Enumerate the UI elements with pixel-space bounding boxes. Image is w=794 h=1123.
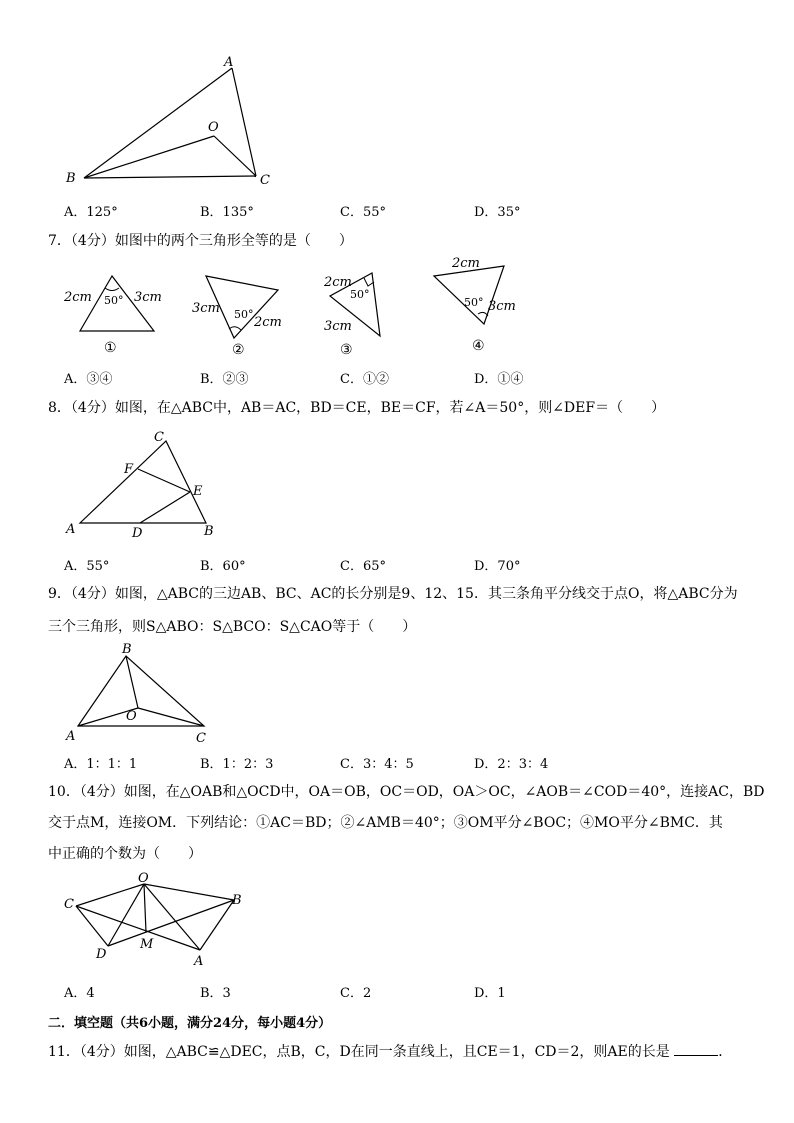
q8-label-e: E xyxy=(193,484,203,499)
q7-option-d[interactable]: D．①④ xyxy=(474,372,524,387)
q10-option-b[interactable]: B．3 xyxy=(200,986,231,1001)
t1-side-left: 2cm xyxy=(64,290,92,305)
q9-stem-line1: 9．（4分）如图，△ABC的三边AB、BC、AC的长分别是9、12、15．其三条角平分线交于点O，将△ABC分为 xyxy=(48,586,738,602)
q9-stem-line2: 三个三角形，则S△ABO：S△BCO：S△CAO等于（ ） xyxy=(48,619,417,635)
q10-figure xyxy=(60,868,280,978)
t3-angle: 50° xyxy=(350,288,370,301)
q10-label-b: B xyxy=(232,893,242,908)
t1-side-right: 3cm xyxy=(134,290,162,305)
section-2-heading: 二．填空题（共6小题，满分24分，每小题4分） xyxy=(48,1016,332,1031)
t3-number: ③ xyxy=(340,342,353,358)
q10-label-o: O xyxy=(138,871,149,886)
q7-triangle-2 xyxy=(190,270,300,360)
segment-oc xyxy=(214,136,256,176)
q10-stem-line3: 中正确的个数为（ ） xyxy=(48,846,202,862)
q8-option-c[interactable]: C．65° xyxy=(340,559,386,574)
q7-option-b[interactable]: B．②③ xyxy=(200,372,249,387)
t2-side-left: 3cm xyxy=(192,301,220,316)
q9-option-b[interactable]: B．1：2：3 xyxy=(200,757,274,772)
q11-stem xyxy=(48,1041,732,1062)
q11-stem-text: 11．（4分）如图，△ABC≌△DEC，点B，C，D在同一条直线上，且CE＝1，CD＝2，则AE的长是 xyxy=(48,1044,670,1060)
t4-angle: 50° xyxy=(464,296,484,309)
q8-label-a: A xyxy=(66,522,76,537)
label-a: A xyxy=(224,55,234,70)
q6-option-a[interactable]: A．125° xyxy=(64,205,118,220)
q8-option-b[interactable]: B．60° xyxy=(200,559,246,574)
q8-stem: 8．（4分）如图，在△ABC中，AB＝AC，BD＝CE，BE＝CF，若∠A＝50°，则∠DEF＝（ ） xyxy=(48,400,666,416)
segment-bc xyxy=(84,176,256,178)
q9-label-c: C xyxy=(196,731,206,746)
q8-option-d[interactable]: D．70° xyxy=(474,559,521,574)
t3-side-top: 2cm xyxy=(324,275,352,290)
t4-side-right: 3cm xyxy=(488,299,516,314)
q10-option-c[interactable]: C．2 xyxy=(340,986,372,1001)
label-b: B xyxy=(66,171,76,186)
q10-option-a[interactable]: A．4 xyxy=(64,986,95,1001)
q10-label-c: C xyxy=(64,897,74,912)
q6-option-c[interactable]: C．55° xyxy=(340,205,386,220)
q9-option-c[interactable]: C．3：4：5 xyxy=(340,757,414,772)
q8-figure xyxy=(60,425,230,545)
q7-triangle-4 xyxy=(430,254,540,354)
q8-label-c: C xyxy=(154,430,164,445)
label-c: C xyxy=(260,173,270,188)
q10-option-d[interactable]: D．1 xyxy=(474,986,506,1001)
q9-option-d[interactable]: D．2：3：4 xyxy=(474,757,549,772)
t2-side-right: 2cm xyxy=(254,315,282,330)
label-o: O xyxy=(208,120,219,135)
q6-option-d[interactable]: D．35° xyxy=(474,205,521,220)
q7-option-c[interactable]: C．①② xyxy=(340,372,389,387)
q7-option-a[interactable]: A．③④ xyxy=(64,372,113,387)
segment-ac xyxy=(232,68,256,176)
q10-stem-line1: 10．（4分）如图，在△OAB和△OCD中，OA＝OB，OC＝OD，OA＞OC，∠AOB＝∠COD＝40°，连接AC，BD xyxy=(48,784,765,800)
q10-stem-line2: 交于点M，连接OM．下列结论：①AC＝BD；②∠AMB＝40°；③OM平分∠BOC；④MO平分∠BMC．其 xyxy=(48,815,723,831)
q10-label-m: M xyxy=(140,937,154,952)
q7-stem: 7．（4分）如图中的两个三角形全等的是（ ） xyxy=(48,233,353,249)
q10-label-d: D xyxy=(96,947,107,962)
q7-triangle-3 xyxy=(318,268,428,358)
t4-side-top: 2cm xyxy=(452,256,480,271)
t1-angle: 50° xyxy=(104,294,124,307)
t1-number: ① xyxy=(104,340,117,356)
q8-label-f: F xyxy=(124,462,134,477)
q11-answer-blank[interactable] xyxy=(674,1041,718,1056)
q9-option-a[interactable]: A．1：1：1 xyxy=(64,757,138,772)
t2-number: ② xyxy=(232,342,245,358)
t3-side-bottom: 3cm xyxy=(324,319,352,334)
q8-label-b: B xyxy=(204,524,214,539)
q9-label-b: B xyxy=(122,642,132,657)
q8-label-d: D xyxy=(132,526,143,541)
q6-figure xyxy=(60,50,290,190)
q9-label-a: A xyxy=(66,729,76,744)
q11-stem-end: ． xyxy=(718,1044,733,1060)
t4-number: ④ xyxy=(472,338,485,354)
q9-label-o: O xyxy=(126,709,137,724)
q7-triangle-1 xyxy=(60,268,170,358)
t2-angle: 50° xyxy=(234,308,254,321)
q10-label-a: A xyxy=(194,954,204,969)
q8-option-a[interactable]: A．55° xyxy=(64,559,110,574)
segment-bo xyxy=(84,136,214,178)
q6-option-b[interactable]: B．135° xyxy=(200,205,254,220)
q9-figure xyxy=(60,640,230,750)
